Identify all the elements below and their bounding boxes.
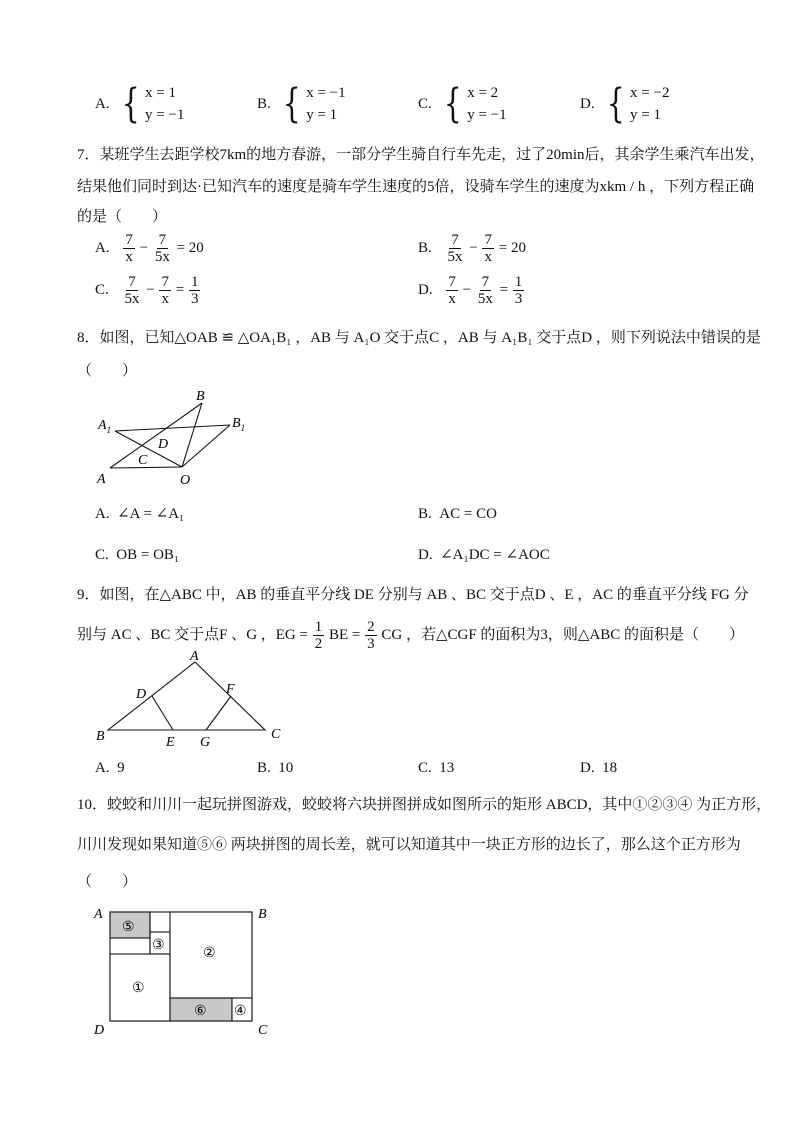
q8-option-b: B. AC = CO (418, 506, 497, 522)
q10-text-line3: （ ） (77, 874, 138, 890)
q7-option-b: B. $\frac{7}{5x}$ − $\frac{7}{x}$ = 20 (418, 232, 526, 265)
label-c: C (271, 727, 281, 742)
brace-icon: { (443, 81, 462, 127)
label-b: B (96, 729, 105, 744)
label-a: A (190, 649, 199, 664)
label-piece-1: ① (132, 981, 145, 996)
q7-text-line3: 的是（ ） (77, 209, 168, 225)
brace-icon: { (282, 81, 301, 127)
q7-option-d: D. $\frac{7}{x}$ − $\frac{7}{5x}$ = $\frac{1}{3}$ (418, 274, 523, 307)
segment-a1b1 (115, 425, 230, 431)
label-c: C (138, 453, 148, 468)
label-piece-6: ⑥ (194, 1004, 207, 1019)
label-o: O (180, 473, 191, 488)
label-d: D (158, 437, 169, 452)
q8-text-line1: 8．如图，已知△OAB ≌ △OA₁B₁ ，AB 与 A₁O 交于点C ，AB 与 A₁B₁ 交于点D ，则下列说法中错误的是 (77, 330, 761, 346)
brace-icon: { (121, 81, 140, 127)
label-piece-3: ③ (152, 938, 165, 953)
q7-option-a: A. $\frac{7}{x}$ − $\frac{7}{5x}$ = 20 (95, 232, 204, 265)
q7-text-line1: 7．某班学生去距学校7km的地方春游，一部分学生骑自行车先走，过了20min后，其余学生乘汽车出发， (77, 147, 765, 163)
q7-option-c: C. $\frac{7}{5x}$ − $\frac{7}{x}$ = $\frac{1}{3}$ (95, 274, 199, 307)
q9-option-d: D. 18 (580, 760, 618, 776)
label-g: G (200, 735, 211, 748)
label-a1: $A_1$ (98, 418, 112, 435)
q8-option-d: D. ∠A₁DC = ∠AOC (418, 547, 550, 563)
q8-figure (90, 385, 260, 490)
q9-option-b: B. 10 (257, 760, 294, 776)
label-piece-2: ② (203, 946, 216, 961)
q7-text-line2: 结果他们同时到达·已知汽车的速度是骑车学生速度的5倍，设骑车学生的速度为xkm / h ，下列方程正确 (77, 179, 755, 195)
q9-option-a: A. 9 (95, 760, 125, 776)
q10-figure (88, 900, 278, 1040)
q9-figure (90, 648, 290, 748)
label-d: D (94, 1023, 105, 1038)
q6-option-a: A. { x = 1 y = −1 (95, 81, 185, 127)
label-f: F (226, 682, 235, 697)
label-e: E (166, 735, 175, 748)
q6-option-c: C. { x = 2 y = −1 (418, 81, 507, 127)
q6-option-b: B. { x = −1 y = 1 (257, 81, 346, 127)
q8-text-line2: （ ） (77, 363, 138, 379)
triangle-abc (108, 662, 265, 730)
label-piece-4: ④ (234, 1004, 247, 1019)
label-piece-5: ⑤ (122, 920, 135, 935)
label-d: D (136, 687, 147, 702)
q10-text-line1: 10．蛟蛟和川川一起玩拼图游戏，蛟蛟将六块拼图拼成如图所示的矩形 ABCD，其中①②③④ 为正方形， (77, 797, 772, 813)
label-b: B (196, 389, 205, 404)
q8-option-a: A. ∠A = ∠A₁ (95, 506, 185, 522)
segment-fg (206, 696, 231, 730)
q9-text-line1: 9．如图，在△ABC 中，AB 的垂直平分线 DE 分别与 AB 、BC 交于点D 、E ，AC 的垂直平分线 FG 分 (77, 587, 749, 603)
q6-option-d: D. { x = −2 y = 1 (580, 81, 670, 127)
label-b: B (258, 907, 267, 922)
brace-icon: { (606, 81, 625, 127)
q8-option-c: C. OB = OB₁ (95, 547, 180, 563)
segment-b1o (182, 425, 230, 467)
q9-text-line2: 别与 AC 、BC 交于点F 、G ，EG = $\frac{1}{2}$ BE = $\frac{2}{3}$ CG ，若△CGF 的面积为3，则△ABC 的面积是（ ） (77, 619, 745, 653)
label-b1: $B_1$ (232, 416, 246, 433)
q9-option-c: C. 13 (418, 760, 455, 776)
label-c: C (258, 1023, 268, 1038)
segment-a1o (115, 431, 182, 467)
q10-text-line2: 川川发现如果知道⑤⑥ 两块拼图的周长差，就可以知道其中一块正方形的边长了，那么这个正方形为 (77, 837, 741, 853)
segment-bo (182, 403, 202, 467)
label-a: A (97, 472, 106, 487)
label-a: A (94, 907, 103, 922)
segment-de (152, 696, 173, 730)
